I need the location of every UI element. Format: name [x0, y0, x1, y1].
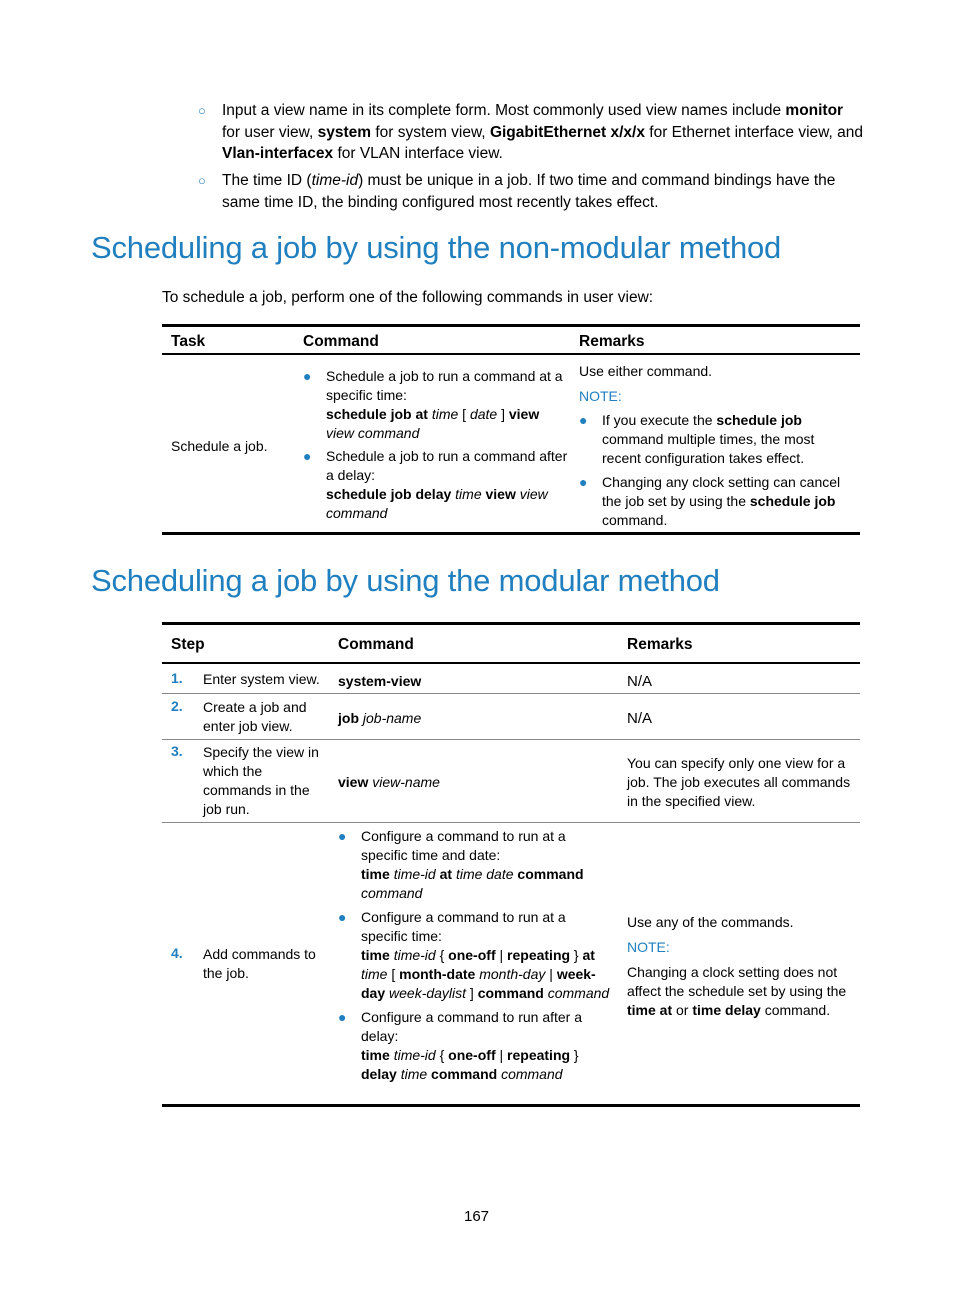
italic-argument: time: [431, 406, 459, 422]
command-description: Schedule a job to run a command after a delay:: [326, 448, 568, 483]
text-run: Changing any clock setting can cancel the job set by using the: [602, 474, 841, 509]
command-description: Configure a command to run at a specific time and date:: [361, 828, 566, 863]
bold-keyword: schedule job at: [326, 406, 428, 422]
section-title: Scheduling a job by using the modular method: [91, 563, 720, 598]
remark-text: [602, 473, 857, 530]
note-label: NOTE:: [579, 388, 622, 404]
italic-argument: command: [357, 425, 420, 441]
list-item: [303, 447, 569, 523]
italic-argument: time: [455, 486, 482, 502]
text-run: }: [570, 1047, 579, 1063]
text-run: |: [495, 1047, 508, 1063]
text-run: for VLAN interface view.: [333, 145, 503, 162]
command-description: Schedule a job to run a command at a specific time:: [326, 368, 563, 403]
italic-argument: month-day: [479, 966, 546, 982]
remarks-cell: N/A: [627, 710, 653, 727]
command-description: Configure a command to run at a specific time:: [361, 909, 566, 944]
italic-argument: time-id: [311, 172, 359, 189]
text-run: }: [570, 947, 583, 963]
bold-keyword: time: [361, 947, 390, 963]
bullet-dot-icon: ●: [303, 368, 312, 384]
bold-keyword: job: [338, 710, 359, 726]
text-run: for system view,: [371, 123, 490, 141]
command-cell: [303, 367, 569, 523]
remarks-cell: [579, 362, 857, 530]
hollow-circle-icon: ○: [198, 103, 206, 118]
text-run: ) must be unique in a job. If two time and command bindings have the same time ID, the binding configured most recently takes effect.: [222, 172, 836, 211]
italic-argument: command: [361, 885, 423, 901]
bold-keyword: command: [477, 985, 544, 1001]
bold-keyword: month-date: [399, 966, 476, 982]
table-top-rule: [162, 324, 860, 327]
bold-keyword: repeating: [507, 1047, 571, 1063]
bold-keyword: monitor: [785, 102, 844, 119]
command-syntax: [326, 485, 569, 523]
text-run: The time ID (: [222, 172, 312, 189]
bold-keyword: system-view: [338, 673, 422, 689]
bold-keyword: time at: [627, 1002, 673, 1018]
list-item: [338, 827, 610, 903]
text-run: ]: [466, 985, 478, 1001]
step-number: 3.: [171, 743, 183, 759]
bold-keyword: time: [361, 1047, 390, 1063]
italic-argument: time-id: [393, 1047, 436, 1063]
bullet-text: [222, 170, 864, 213]
table-bottom-rule: [162, 532, 860, 535]
command-syntax: [361, 865, 610, 903]
note-label: NOTE:: [627, 939, 670, 955]
text-run: for Ethernet interface view, and: [644, 123, 863, 141]
header-rule: [162, 353, 860, 355]
hollow-circle-icon: ○: [198, 173, 206, 188]
bullet-dot-icon: ●: [303, 448, 312, 464]
list-item: [579, 473, 857, 530]
italic-argument: time date: [455, 866, 514, 882]
text-run: command.: [760, 1002, 831, 1018]
bold-keyword: repeating: [507, 947, 571, 963]
step-cell: Add commands to the job.: [203, 946, 316, 981]
column-header-command: Command: [338, 636, 414, 653]
italic-argument: week-daylist: [389, 985, 467, 1001]
text-run: command multiple times, the most recent configuration takes effect.: [602, 431, 815, 466]
text-run: {: [435, 947, 449, 963]
text-run: Input a view name in its complete form. Most commonly used view names include: [222, 102, 786, 119]
bold-keyword: time: [361, 866, 390, 882]
list-item: [338, 1008, 610, 1084]
bullet-text: [222, 100, 864, 165]
text-run: [: [387, 966, 400, 982]
step-cell: Create a job and enter job view.: [203, 699, 307, 734]
remarks-intro: Use any of the commands.: [627, 914, 794, 930]
bold-keyword: one-off: [448, 947, 496, 963]
remarks-intro: Use either command.: [579, 363, 713, 379]
bold-keyword: schedule job: [716, 412, 802, 428]
table-top-rule: [162, 622, 860, 625]
step-number: 2.: [171, 698, 183, 714]
column-header-remarks: Remarks: [579, 333, 645, 350]
bold-keyword: command: [517, 866, 584, 882]
bold-keyword: schedule job: [749, 493, 836, 509]
text-run: {: [435, 1047, 449, 1063]
italic-argument: time-id: [393, 947, 436, 963]
command-syntax: [361, 946, 610, 1003]
remarks-cell: N/A: [627, 673, 653, 690]
text-run: command.: [602, 512, 668, 528]
italic-argument: view: [519, 486, 548, 502]
list-item: [338, 908, 610, 1003]
italic-argument: date: [469, 406, 498, 422]
text-run: Changing a clock setting does not affect the schedule set by using the: [627, 964, 847, 999]
step-cell: Enter system view.: [203, 671, 320, 687]
list-item: [579, 411, 857, 468]
remark-text: [627, 963, 857, 1020]
bullet-dot-icon: ●: [579, 474, 588, 490]
row-divider: [162, 693, 860, 694]
command-cell: [338, 773, 440, 792]
page-number: 167: [464, 1208, 490, 1225]
bold-keyword: GigabitEthernet x/x/x: [489, 123, 645, 141]
bold-keyword: view: [485, 486, 516, 502]
italic-argument: view-name: [372, 774, 440, 790]
command-cell: [338, 709, 421, 728]
italic-argument: command: [547, 985, 610, 1001]
task-cell: Schedule a job.: [171, 438, 268, 454]
bold-keyword: schedule job delay: [326, 486, 452, 502]
column-header-remarks: Remarks: [627, 636, 693, 653]
bold-keyword: view: [338, 774, 369, 790]
row-divider: [162, 739, 860, 740]
bold-keyword: delay: [361, 1066, 397, 1082]
text-run: ]: [497, 406, 509, 422]
section-title: Scheduling a job by using the non-modular method: [91, 230, 782, 265]
italic-argument: time-id: [393, 866, 436, 882]
text-run: or: [672, 1002, 693, 1018]
text-run: If you execute the: [602, 412, 717, 428]
row-divider: [162, 822, 860, 823]
step-number: 4.: [171, 945, 183, 961]
intro-paragraph: To schedule a job, perform one of the following commands in user view:: [162, 289, 654, 306]
step-number: 1.: [171, 670, 183, 686]
bold-keyword: time delay: [692, 1002, 761, 1018]
bold-keyword: view: [508, 406, 540, 422]
column-header-step: Step: [171, 636, 205, 653]
remark-text: [602, 411, 857, 468]
bold-keyword: at: [439, 866, 453, 882]
text-run: [: [458, 406, 470, 422]
command-description: Configure a command to run after a delay:: [361, 1009, 583, 1044]
italic-argument: job-name: [362, 710, 422, 726]
bold-keyword: week-day: [361, 966, 596, 1001]
text-run: for user view,: [222, 123, 318, 141]
bullet-dot-icon: ●: [338, 1009, 347, 1025]
italic-argument: view: [326, 425, 355, 441]
list-item: [303, 367, 569, 443]
column-header-command: Command: [303, 333, 379, 350]
step-cell: Specify the view in which the commands in the job run.: [203, 744, 319, 817]
text-run: |: [545, 966, 557, 982]
bold-keyword: one-off: [448, 1047, 496, 1063]
column-header-task: Task: [171, 333, 206, 350]
command-syntax: [326, 405, 569, 443]
bold-keyword: system: [317, 123, 372, 141]
command-cell: [338, 672, 421, 691]
remarks-cell: You can specify only one view for a job. The job executes all commands in the specified view.: [627, 755, 851, 809]
italic-argument: time: [361, 966, 388, 982]
bold-keyword: Vlan-interfacex: [222, 145, 334, 162]
italic-argument: command: [501, 1066, 563, 1082]
bold-keyword: command: [431, 1066, 498, 1082]
table-bottom-rule: [162, 1104, 860, 1107]
bullet-dot-icon: ●: [579, 412, 588, 428]
command-cell: [338, 827, 610, 1084]
italic-argument: time: [400, 1066, 428, 1082]
command-syntax: [361, 1046, 610, 1084]
bold-keyword: at: [582, 947, 595, 963]
italic-argument: command: [326, 505, 388, 521]
text-run: |: [495, 947, 508, 963]
remarks-cell: [627, 913, 857, 1020]
bullet-dot-icon: ●: [338, 909, 347, 925]
header-rule: [162, 662, 860, 664]
bullet-dot-icon: ●: [338, 828, 347, 844]
